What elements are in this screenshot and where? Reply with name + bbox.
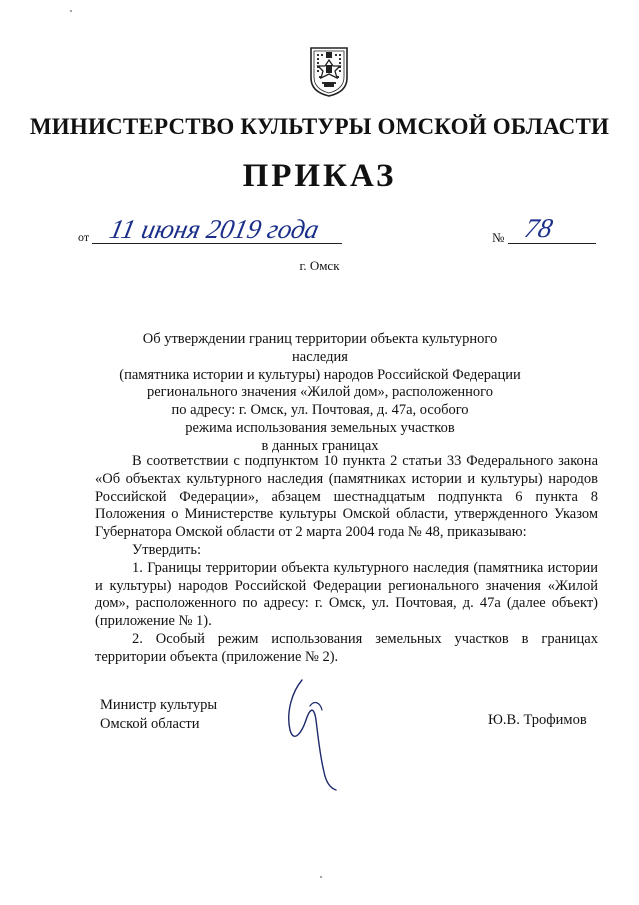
title-line: по адресу: г. Омск, ул. Почтовая, д. 47а, особого (171, 402, 469, 419)
title-line: регионального значения «Жилой дом», расположенного (146, 384, 493, 401)
position-line: Министр культуры (100, 697, 218, 713)
number-label: № (492, 230, 505, 245)
title-line: Об утверждении границ территории объекта культурного наследия (142, 331, 498, 365)
signatory-position (100, 696, 217, 734)
order-title (118, 331, 522, 456)
item-1-paragraph: 1. Границы территории объекта культурного наследия (памятника истории и культуры) народов Российской Федерации регионального значения «Жилой дом», расположенного по адресу: г. Омск, ул. Почтовая, д. 47а (далее объект) (приложение № 1). (95, 559, 598, 630)
item-2-paragraph: 2. Особый режим использования земельных участков в границах территории объекта (приложение № 2). (95, 630, 598, 665)
handwritten-number: 78 (521, 213, 556, 243)
city-label: г. Омск (299, 258, 340, 273)
omsk-coat-of-arms-icon (308, 46, 350, 98)
scan-speck (320, 876, 322, 878)
title-line: в данных границах (261, 437, 379, 454)
scan-speck (70, 10, 72, 12)
ministry-title: МИНИСТЕРСТВО КУЛЬТУРЫ ОМСКОЙ ОБЛАСТИ (29, 114, 610, 139)
title-line: (памятника истории и культуры) народов Российской Федерации (119, 366, 521, 383)
position-line: Омской области (100, 716, 200, 732)
date-label: от (78, 230, 90, 244)
approve-paragraph: Утвердить: (132, 541, 201, 558)
signatory-name: Ю.В. Трофимов (488, 712, 587, 728)
handwritten-signature (280, 672, 360, 792)
title-line: режима использования земельных участков (185, 419, 455, 436)
preamble-paragraph: В соответствии с подпунктом 10 пункта 2 статьи 33 Федерального закона «Об объектах культурного наследия (памятниках истории и культуры) народов Российской Федерации», абзацем шестнадцатым подпункта 6 пункта 8 Положения о Министерстве культуры Омской области, утвержденного Указом Губернатора Омской области от 2 марта 2004 года № 48, приказываю: (95, 453, 598, 541)
document-type-heading: ПРИКАЗ (242, 158, 397, 194)
handwritten-date: 11 июня 2019 года (106, 214, 322, 244)
order-body (95, 453, 598, 667)
